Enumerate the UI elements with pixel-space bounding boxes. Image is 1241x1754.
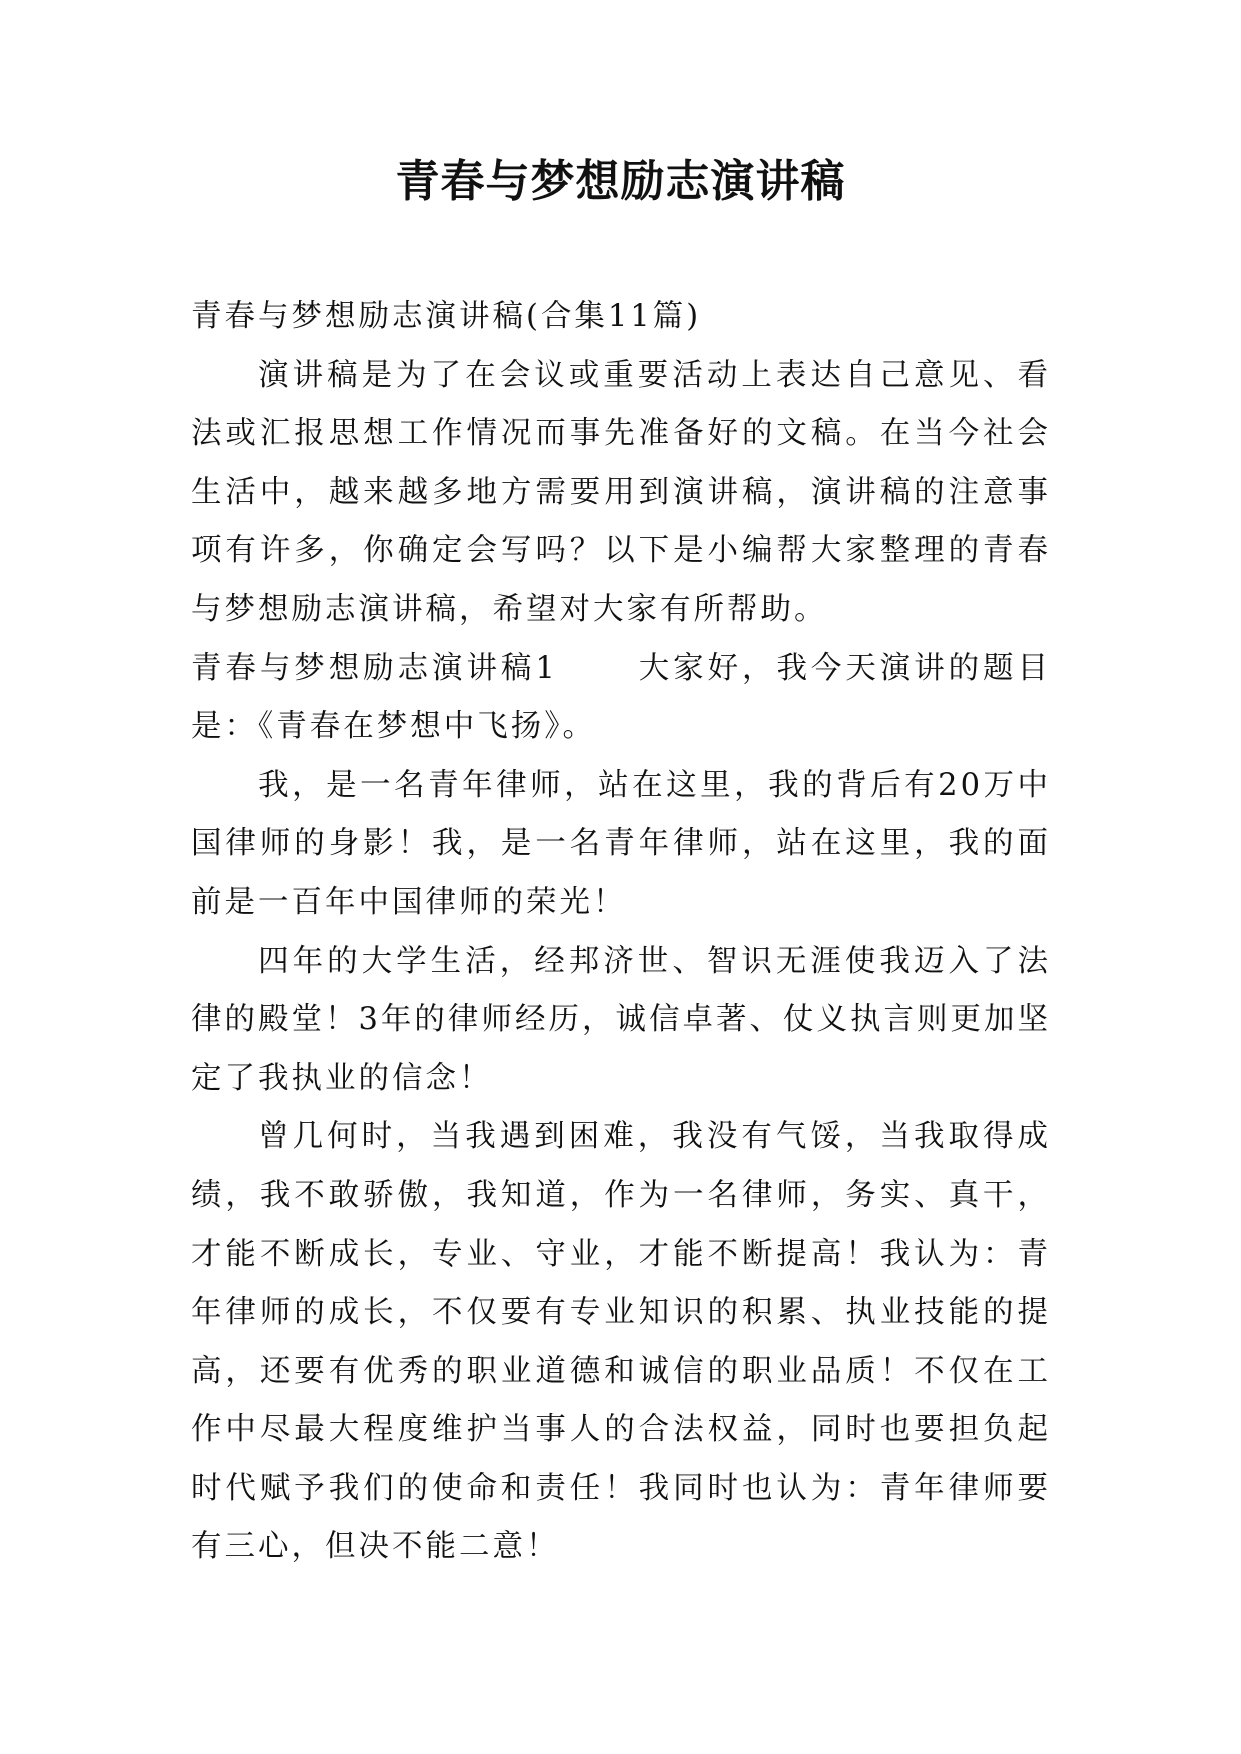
- section-heading: 青春与梦想励志演讲稿1: [191, 650, 558, 686]
- document-subtitle: 青春与梦想励志演讲稿(合集11篇): [191, 299, 702, 334]
- section-1-line: [191, 640, 1051, 757]
- body-paragraph-2: 四年的大学生活，经邦济世、智识无涯使我迈入了法律的殿堂！3年的律师经历，诚信卓著、仗义执言则更加坚定了我执业的信念！: [191, 943, 1051, 1096]
- body-paragraph-1: 我，是一名青年律师，站在这里，我的背后有20万中国律师的身影！我，是一名青年律师，站在这里，我的面前是一百年中国律师的荣光！: [191, 767, 1051, 920]
- document-body: [191, 288, 1051, 1577]
- body-paragraph-3: 曾几何时，当我遇到困难，我没有气馁，当我取得成绩，我不敢骄傲，我知道，作为一名律师，务实、真干，才能不断成长，专业、守业，才能不断提高！我认为：青年律师的成长，不仅要有专业知识的积累、执业技能的提高，还要有优秀的职业道德和诚信的职业品质！不仅在工作中尽最大程度维护当事人的合法权益，同时也要担负起时代赋予我们的使命和责任！我同时也认为：青年律师要有三心，但决不能二意！: [191, 1119, 1051, 1565]
- section-opening: 大家好，我今天演讲的题目是：《青春在梦想中飞扬》。: [191, 650, 1051, 745]
- document-title: 青春与梦想励志演讲稿: [395, 156, 846, 207]
- intro-paragraph: 演讲稿是为了在会议或重要活动上表达自己意见、看法或汇报思想工作情况而事先准备好的文稿。在当今社会生活中，越来越多地方需要用到演讲稿，演讲稿的注意事项有许多，你确定会写吗？以下是小编帮大家整理的青春与梦想励志演讲稿，希望对大家有所帮助。: [191, 357, 1051, 627]
